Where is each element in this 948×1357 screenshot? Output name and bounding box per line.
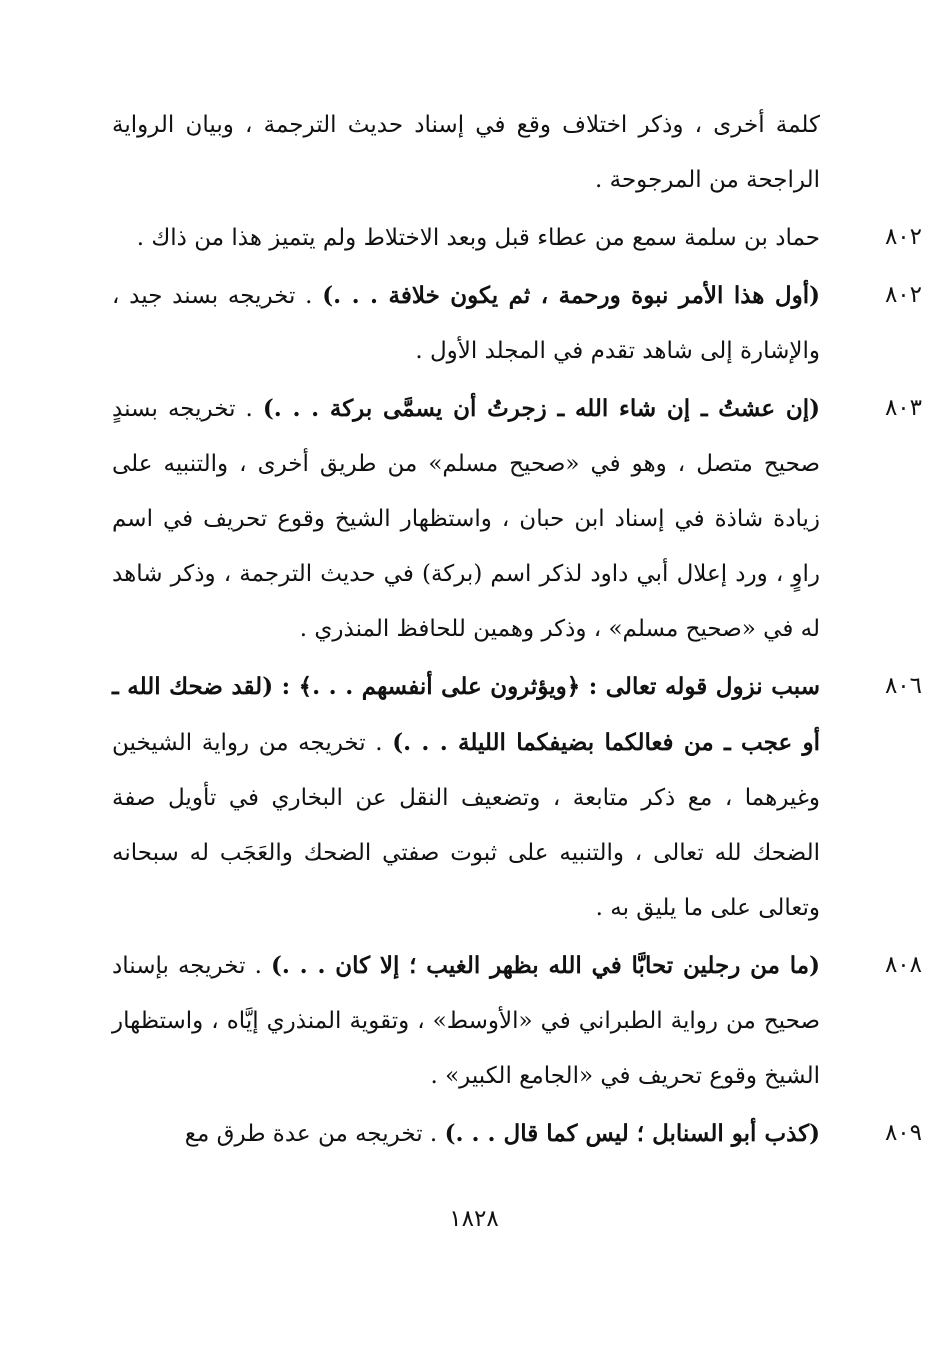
page-content [112, 98, 922, 1164]
entry-body: . تخريجه بسند جيد ، والإشارة إلى شاهد تقدم في المجلد الأول . [112, 283, 820, 364]
entry-809 [112, 1106, 922, 1162]
entry-title: (كذب أبو السنابل ؛ ليس كما قال . . .) [444, 1120, 820, 1147]
entry-body: . تخريجه بإسناد صحيح من رواية الطبراني في «الأوسط» ، وتقوية المنذري إيَّاه ، واستظهار الشيخ وقوع تحريف في «الجامع الكبير» . [112, 953, 820, 1089]
entry-808 [112, 938, 922, 1104]
entry-body: حماد بن سلمة سمع من عطاء قبل وبعد الاختلاط ولم يتميز هذا من ذاك . [136, 225, 820, 251]
entry-body: . تخريجه من رواية الشيخين وغيرهما ، مع ذكر متابعة ، وتضعيف النقل عن البخاري في تأويل صفة الضحك لله تعالى ، والتنبيه على ثبوت صفتي الضحك والعَجَب له سبحانه وتعالى على ما يليق به . [112, 730, 820, 921]
entry-802b [112, 268, 922, 379]
entry-title: (إن عشتُ ـ إن شاء الله ـ زجرتُ أن يسمَّى بركة . . .) [262, 395, 820, 422]
entry-text [112, 283, 820, 364]
entry-title: (ما من رجلين تحابَّا في الله بظهر الغيب ؛ إلا كان . . .) [270, 952, 820, 979]
entry-text [112, 396, 820, 642]
entry-806 [112, 659, 922, 936]
entry-number: ٨٠٣ [884, 395, 922, 421]
entry-number: ٨٠٦ [884, 673, 922, 699]
entry-number: ٨٠٢ [884, 224, 922, 250]
intro-paragraph: كلمة أخرى ، وذكر اختلاف وقع في إسناد حديث الترجمة ، وبيان الرواية الراجحة من المرجوحة . [112, 112, 820, 193]
entry-text [112, 674, 820, 921]
entry-number: ٨٠٨ [884, 952, 922, 978]
entry-number: ٨٠٢ [884, 282, 922, 308]
entry-title: سبب نزول قوله تعالى : ﴿ويؤثرون على أنفسهم . . .﴾ : (لقد ضحك الله ـ أو عجب ـ من فعالكما بضيفكما الليلة . . .) [112, 673, 820, 756]
entry-text [185, 1121, 820, 1147]
entry-803 [112, 381, 922, 657]
entry-body: . تخريجه بسندٍ صحيح متصل ، وهو في «صحيح مسلم» من طريق أخرى ، والتنبيه على زيادة شاذة في إسناد ابن حبان ، واستظهار الشيخ وقوع تحريف في اسم راوٍ ، ورد إعلال أبي داود لذكر اسم (بركة) في حديث الترجمة ، وذكر شاهد له في «صحيح مسلم» ، وذكر وهمين للحافظ المنذري . [112, 396, 820, 642]
entry-body: . تخريجه من عدة طرق مع [184, 1121, 445, 1147]
entry-text [112, 953, 820, 1089]
entry-title: (أول هذا الأمر نبوة ورحمة ، ثم يكون خلافة . . .) [322, 282, 820, 309]
page-number: ١٨٢٨ [449, 1206, 499, 1232]
entry-802a [112, 210, 922, 266]
entry-number: ٨٠٩ [884, 1120, 922, 1146]
entry-text [137, 225, 820, 251]
